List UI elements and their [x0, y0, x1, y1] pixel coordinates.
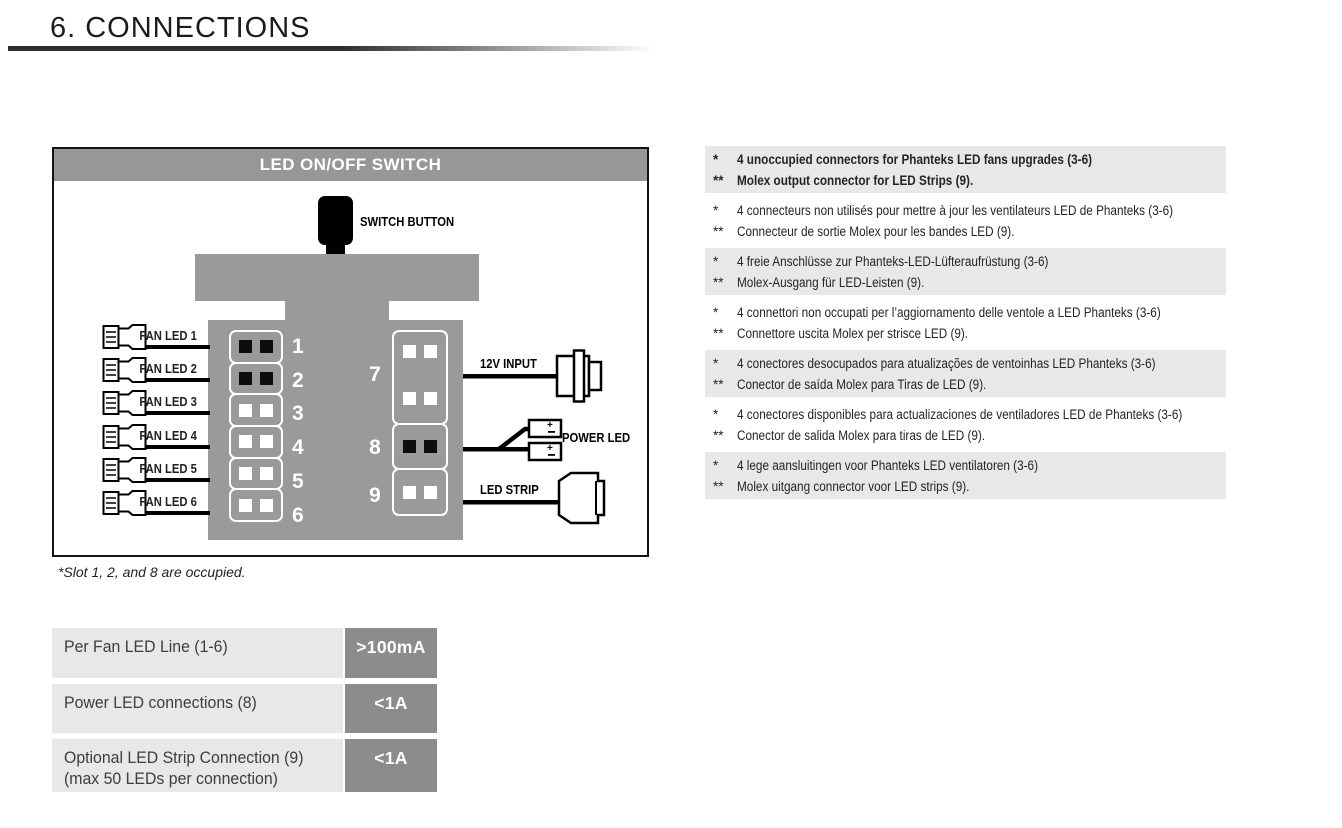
asterisk-marker: ** — [713, 428, 724, 443]
fan-led-label: FAN LED 1 — [139, 329, 197, 343]
empty-pin — [403, 345, 416, 358]
asterisk-marker: ** — [713, 275, 724, 290]
fan-led-input-row — [102, 354, 210, 386]
asterisk-marker: * — [713, 356, 719, 371]
note-line — [713, 170, 1226, 191]
note-text: Conector de saída Molex para Tiras de LED (9). — [737, 377, 987, 392]
asterisk-marker: ** — [713, 326, 724, 341]
slot-number-1: 1 — [292, 335, 304, 358]
asterisk-marker: ** — [713, 173, 724, 188]
empty-pin — [239, 404, 252, 417]
pin-pair — [394, 345, 446, 358]
svg-text:+: + — [547, 443, 553, 454]
note-text: Molex-Ausgang für LED-Leisten (9). — [737, 275, 925, 290]
hub-top-bar — [195, 254, 479, 301]
slot-number-5: 5 — [292, 469, 304, 493]
pin-slot-8 — [392, 423, 448, 470]
note-line — [713, 425, 1226, 446]
asterisk-marker: * — [713, 458, 719, 473]
molex-male-connector-icon — [463, 469, 608, 527]
slot-number-9: 9 — [369, 484, 381, 507]
pin-slot-7 — [392, 330, 448, 425]
pin-slot-3 — [229, 393, 283, 427]
fan-wire — [146, 378, 210, 382]
fan-led-input-row — [102, 454, 210, 486]
note-line — [713, 272, 1226, 293]
spec-label-cell — [52, 684, 343, 733]
spec-label-line — [64, 693, 343, 714]
asterisk-marker: ** — [713, 377, 724, 392]
slot-number-7: 7 — [369, 363, 381, 386]
title-rule — [8, 46, 674, 51]
fan-led-label: FAN LED 4 — [139, 428, 197, 443]
note-line — [713, 353, 1226, 374]
note-line — [713, 200, 1226, 221]
note-text: 4 freie Anschlüsse zur Phanteks-LED-Lüfteraufrüstung (3-6) — [737, 254, 1049, 269]
slot-number-4: 4 — [292, 436, 304, 460]
asterisk-marker: * — [713, 305, 719, 320]
note-line — [713, 476, 1226, 497]
led-strip-label: LED STRIP — [480, 483, 539, 497]
pin-pair — [394, 392, 446, 405]
empty-pin — [403, 486, 416, 499]
fan-led-input-row — [102, 387, 210, 419]
fan-wire — [146, 478, 210, 482]
switch-button-graphic — [318, 196, 353, 245]
note-line — [713, 251, 1226, 272]
fan-wire — [146, 411, 210, 415]
empty-pin — [260, 499, 273, 512]
spec-label-line — [64, 637, 343, 658]
note-text: Molex uitgang connector voor LED strips (9). — [737, 479, 970, 494]
note-block — [705, 146, 1226, 193]
empty-pin — [239, 499, 252, 512]
note-text: Molex output connector for LED Strips (9). — [737, 173, 974, 188]
note-text: 4 connettori non occupati per l’aggiornamento delle ventole a LED Phanteks (3-6) — [737, 305, 1161, 320]
note-line — [713, 221, 1226, 242]
note-block — [705, 452, 1226, 499]
diagram-footnote: *Slot 1, 2, and 8 are occupied. — [58, 564, 246, 580]
spec-label-text: Optional LED Strip Connection (9) — [64, 749, 304, 767]
fan-wire — [146, 445, 210, 449]
pin-slot-2 — [229, 362, 283, 396]
fan-led-label: FAN LED 5 — [139, 461, 197, 476]
fan-wire — [146, 345, 210, 349]
empty-pin — [260, 404, 273, 417]
empty-pin — [403, 392, 416, 405]
occupied-pin — [260, 372, 273, 385]
empty-pin — [239, 435, 252, 448]
note-line — [713, 455, 1226, 476]
note-block — [705, 299, 1226, 346]
note-block — [705, 401, 1226, 448]
svg-text:+: + — [547, 420, 553, 431]
slot-number-6: 6 — [292, 503, 304, 527]
diagram-title: LED ON/OFF SWITCH — [54, 149, 647, 181]
output-pin-block — [392, 330, 448, 516]
power-led-plugs-icon — [463, 415, 565, 467]
pin-slot-1 — [229, 330, 283, 364]
connector-notes — [705, 146, 1226, 499]
fan-led-input-row — [102, 487, 210, 519]
fan-led-input-row — [102, 321, 210, 353]
spec-label-line — [64, 769, 343, 790]
note-text: 4 conectores desocupados para atualizações de ventoinhas LED Phanteks (3-6) — [737, 356, 1156, 371]
page-title: 6. CONNECTIONS — [50, 12, 311, 44]
slot-number-8: 8 — [369, 436, 381, 459]
molex-female-connector-icon — [463, 349, 605, 403]
note-block — [705, 248, 1226, 295]
occupied-pin — [239, 372, 252, 385]
occupied-pin — [260, 340, 273, 353]
spec-label-text: Power LED connections (8) — [64, 694, 257, 712]
pin-slot-5 — [229, 457, 283, 491]
note-block — [705, 197, 1226, 244]
note-text: 4 conectores disponibles para actualizaciones de ventiladores LED de Phanteks (3-6) — [737, 407, 1183, 422]
note-text: 4 unoccupied connectors for Phanteks LED fans upgrades (3-6) — [737, 152, 1093, 167]
note-line — [713, 149, 1226, 170]
empty-pin — [260, 435, 273, 448]
fan-led-label: FAN LED 3 — [139, 395, 197, 410]
note-line — [713, 302, 1226, 323]
fan-wire — [146, 511, 210, 515]
spec-label-cell — [52, 739, 343, 792]
fan-led-input-row — [102, 421, 210, 453]
asterisk-marker: ** — [713, 224, 724, 239]
slot-number-3: 3 — [292, 402, 304, 426]
pin-slot-6 — [229, 488, 283, 522]
fan-led-pin-block — [229, 330, 283, 522]
pin-slot-9 — [392, 468, 448, 516]
pin-slot-4 — [229, 425, 283, 459]
spec-label-cell — [52, 628, 343, 678]
occupied-pin — [424, 440, 437, 453]
empty-pin — [424, 392, 437, 405]
note-line — [713, 374, 1226, 395]
12v-input-label: 12V INPUT — [480, 357, 537, 371]
occupied-pin — [403, 440, 416, 453]
note-text: Conector de salida Molex para tiras de LED (9). — [737, 428, 986, 443]
note-text: 4 connecteurs non utilisés pour mettre à jour les ventilateurs LED de Phanteks (3-6) — [737, 203, 1174, 218]
empty-pin — [424, 486, 437, 499]
note-text: Connettore uscita Molex per strisce LED (9). — [737, 326, 969, 341]
asterisk-marker: * — [713, 152, 719, 167]
led-switch-diagram — [52, 147, 649, 557]
asterisk-marker: * — [713, 254, 719, 269]
spec-label-text: (max 50 LEDs per connection) — [64, 770, 278, 788]
switch-button-label: SWITCH BUTTON — [360, 215, 455, 229]
note-line — [713, 404, 1226, 425]
note-text: Connecteur de sortie Molex pour les bandes LED (9). — [737, 224, 1015, 239]
spec-value-cell: >100mA — [345, 628, 437, 678]
fan-led-label: FAN LED 6 — [139, 495, 197, 509]
spec-label-text: Per Fan LED Line (1-6) — [64, 638, 228, 656]
power-led-label: POWER LED — [562, 431, 631, 445]
empty-pin — [424, 345, 437, 358]
spec-value-cell: <1A — [345, 684, 437, 733]
note-text: 4 lege aansluitingen voor Phanteks LED ventilatoren (3-6) — [737, 458, 1038, 473]
asterisk-marker: ** — [713, 479, 724, 494]
slot-number-2: 2 — [292, 368, 304, 392]
empty-pin — [239, 467, 252, 480]
asterisk-marker: * — [713, 407, 719, 422]
note-line — [713, 323, 1226, 344]
spec-value-cell: <1A — [345, 739, 437, 792]
empty-pin — [260, 467, 273, 480]
spec-label-line — [64, 748, 343, 769]
fan-led-label: FAN LED 2 — [139, 362, 197, 377]
occupied-pin — [239, 340, 252, 353]
asterisk-marker: * — [713, 203, 719, 218]
note-block — [705, 350, 1226, 397]
